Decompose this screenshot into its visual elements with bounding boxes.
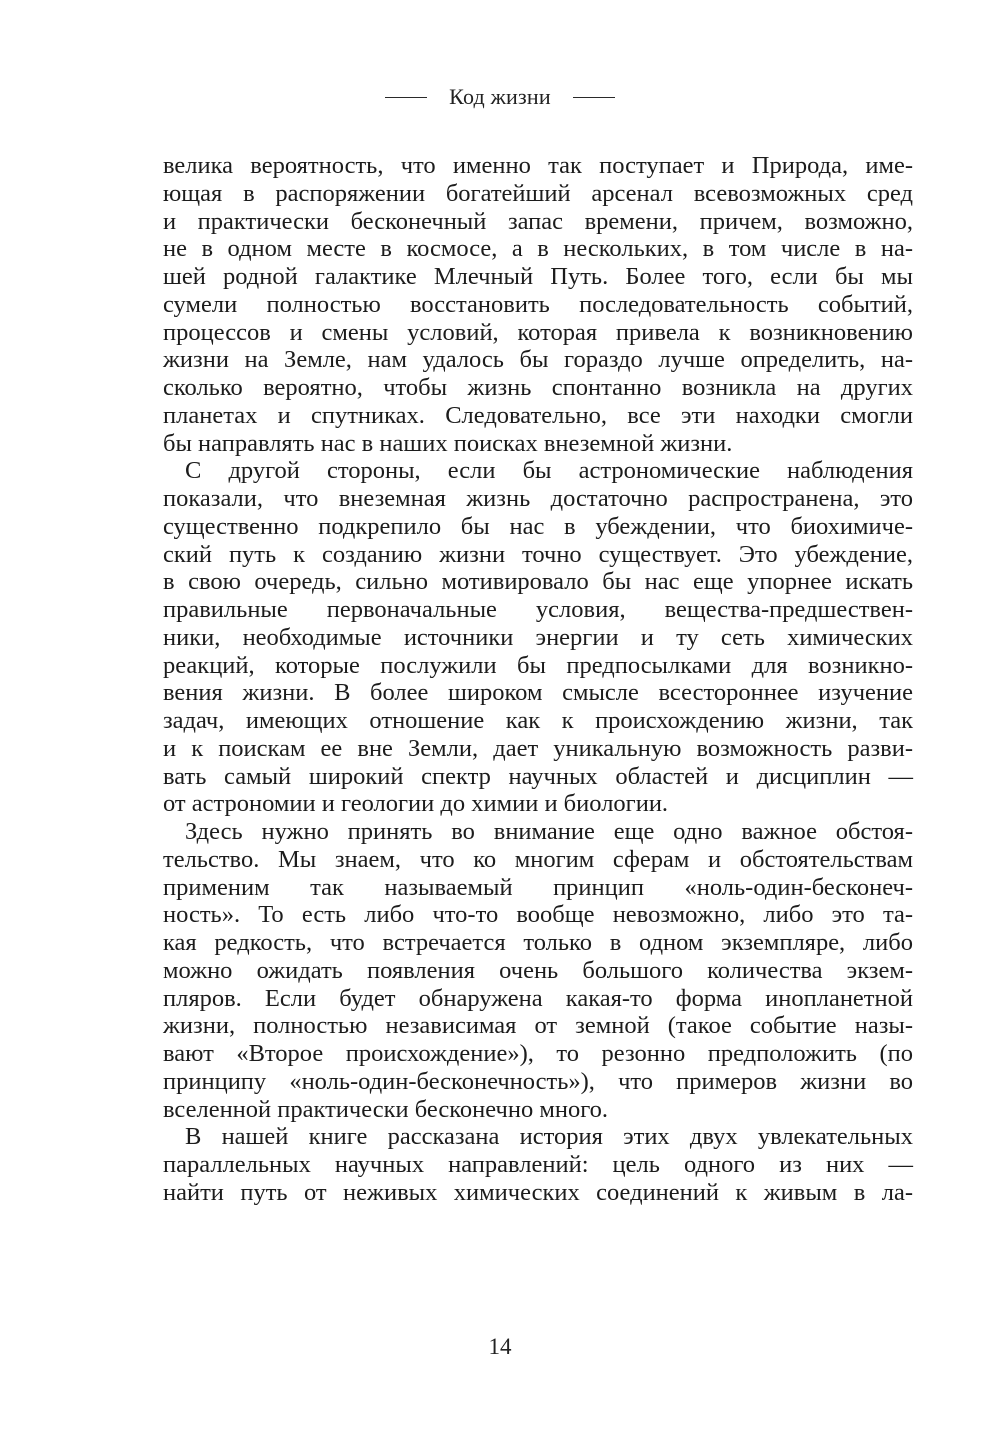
text-line: существенно подкрепило бы нас в убеждении, что биохимиче-: [163, 512, 913, 540]
text-line: тельство. Мы знаем, что ко многим сферам и обстоятельствам: [163, 845, 913, 873]
text-line: планетах и спутниках. Следовательно, все эти находки смогли: [163, 401, 913, 429]
text-line: сумели полностью восстановить последовательность событий,: [163, 290, 913, 318]
text-line: ющая в распоряжении богатейший арсенал всевозможных сред: [163, 179, 913, 207]
text-line: от астрономии и геологии до химии и биологии.: [163, 790, 669, 818]
text-line: велика вероятность, что именно так поступает и Природа, име-: [163, 152, 913, 179]
header-rule-right: [573, 97, 615, 98]
page-number: 14: [488, 1334, 512, 1359]
running-header-title: Код жизни: [449, 84, 551, 109]
text-line: жизни на Земле, нам удалось бы гораздо лучше определить, на-: [163, 346, 913, 374]
text-line: процессов и смены условий, которая привела к возникновению: [163, 318, 913, 346]
text-line: пляров. Если будет обнаружена какая-то форма инопланетной: [163, 984, 913, 1012]
body-text: [163, 152, 913, 1207]
text-line: задач, имеющих отношение как к происхождению жизни, так: [163, 707, 913, 734]
text-line: реакций, которые послужили бы предпосылками для возникно-: [163, 651, 913, 679]
text-line: вают «Второе происхождение»), то резонно предположить (по: [163, 1040, 913, 1067]
text-line: не в одном месте в космосе, а в нескольких, в том числе в на-: [163, 235, 913, 263]
text-line: жизни, полностью независимая от земной (такое событие назы-: [163, 1012, 913, 1040]
text-line: найти путь от неживых химических соединений к живым в ла-: [163, 1178, 913, 1206]
text-line: кая редкость, что встречается только в одном экземпляре, либо: [163, 929, 913, 956]
text-line: параллельных научных направлений: цель одного из них —: [163, 1151, 913, 1178]
text-line: ность». То есть либо что-то вообще невозможно, либо это та-: [163, 901, 913, 929]
text-line: принципу «ноль-один-бесконечность»), что примеров жизни во: [163, 1067, 913, 1095]
text-line: ники, необходимые источники энергии и ту сеть химических: [163, 623, 913, 651]
header-rule-left: [385, 97, 427, 98]
text-line: и к поискам ее вне Земли, дает уникальную возможность разви-: [163, 734, 913, 762]
text-line: сколько вероятно, чтобы жизнь спонтанно возникла на других: [163, 374, 913, 401]
text-line: С другой стороны, если бы астрономические наблюдения: [185, 457, 913, 485]
text-line: бы направлять нас в наших поисках внеземной жизни.: [163, 429, 733, 457]
text-line: вселенной практически бесконечно много.: [163, 1095, 609, 1123]
text-line: ский путь к созданию жизни точно существует. Это убеждение,: [163, 540, 913, 568]
text-line: применим так называемый принцип «ноль-один-бесконеч-: [163, 873, 913, 901]
text-line: правильные первоначальные условия, вещества-предшествен-: [163, 596, 913, 623]
text-line: вать самый широкий спектр научных областей и дисциплин —: [163, 762, 913, 790]
text-line: показали, что внеземная жизнь достаточно распространена, это: [163, 485, 913, 512]
text-line: шей родной галактике Млечный Путь. Более того, если бы мы: [163, 263, 913, 290]
running-header: [0, 82, 1000, 112]
text-line: в свою очередь, сильно мотивировало бы нас еще упорнее искать: [163, 568, 913, 596]
text-line: вения жизни. В более широком смысле всестороннее изучение: [163, 679, 913, 707]
text-line: В нашей книге рассказана история этих двух увлекательных: [185, 1123, 913, 1151]
text-line: и практически бесконечный запас времени, причем, возможно,: [163, 207, 913, 235]
text-line: можно ожидать появления очень большого количества экзем-: [163, 956, 913, 984]
text-line: Здесь нужно принять во внимание еще одно важное обстоя-: [185, 818, 913, 845]
